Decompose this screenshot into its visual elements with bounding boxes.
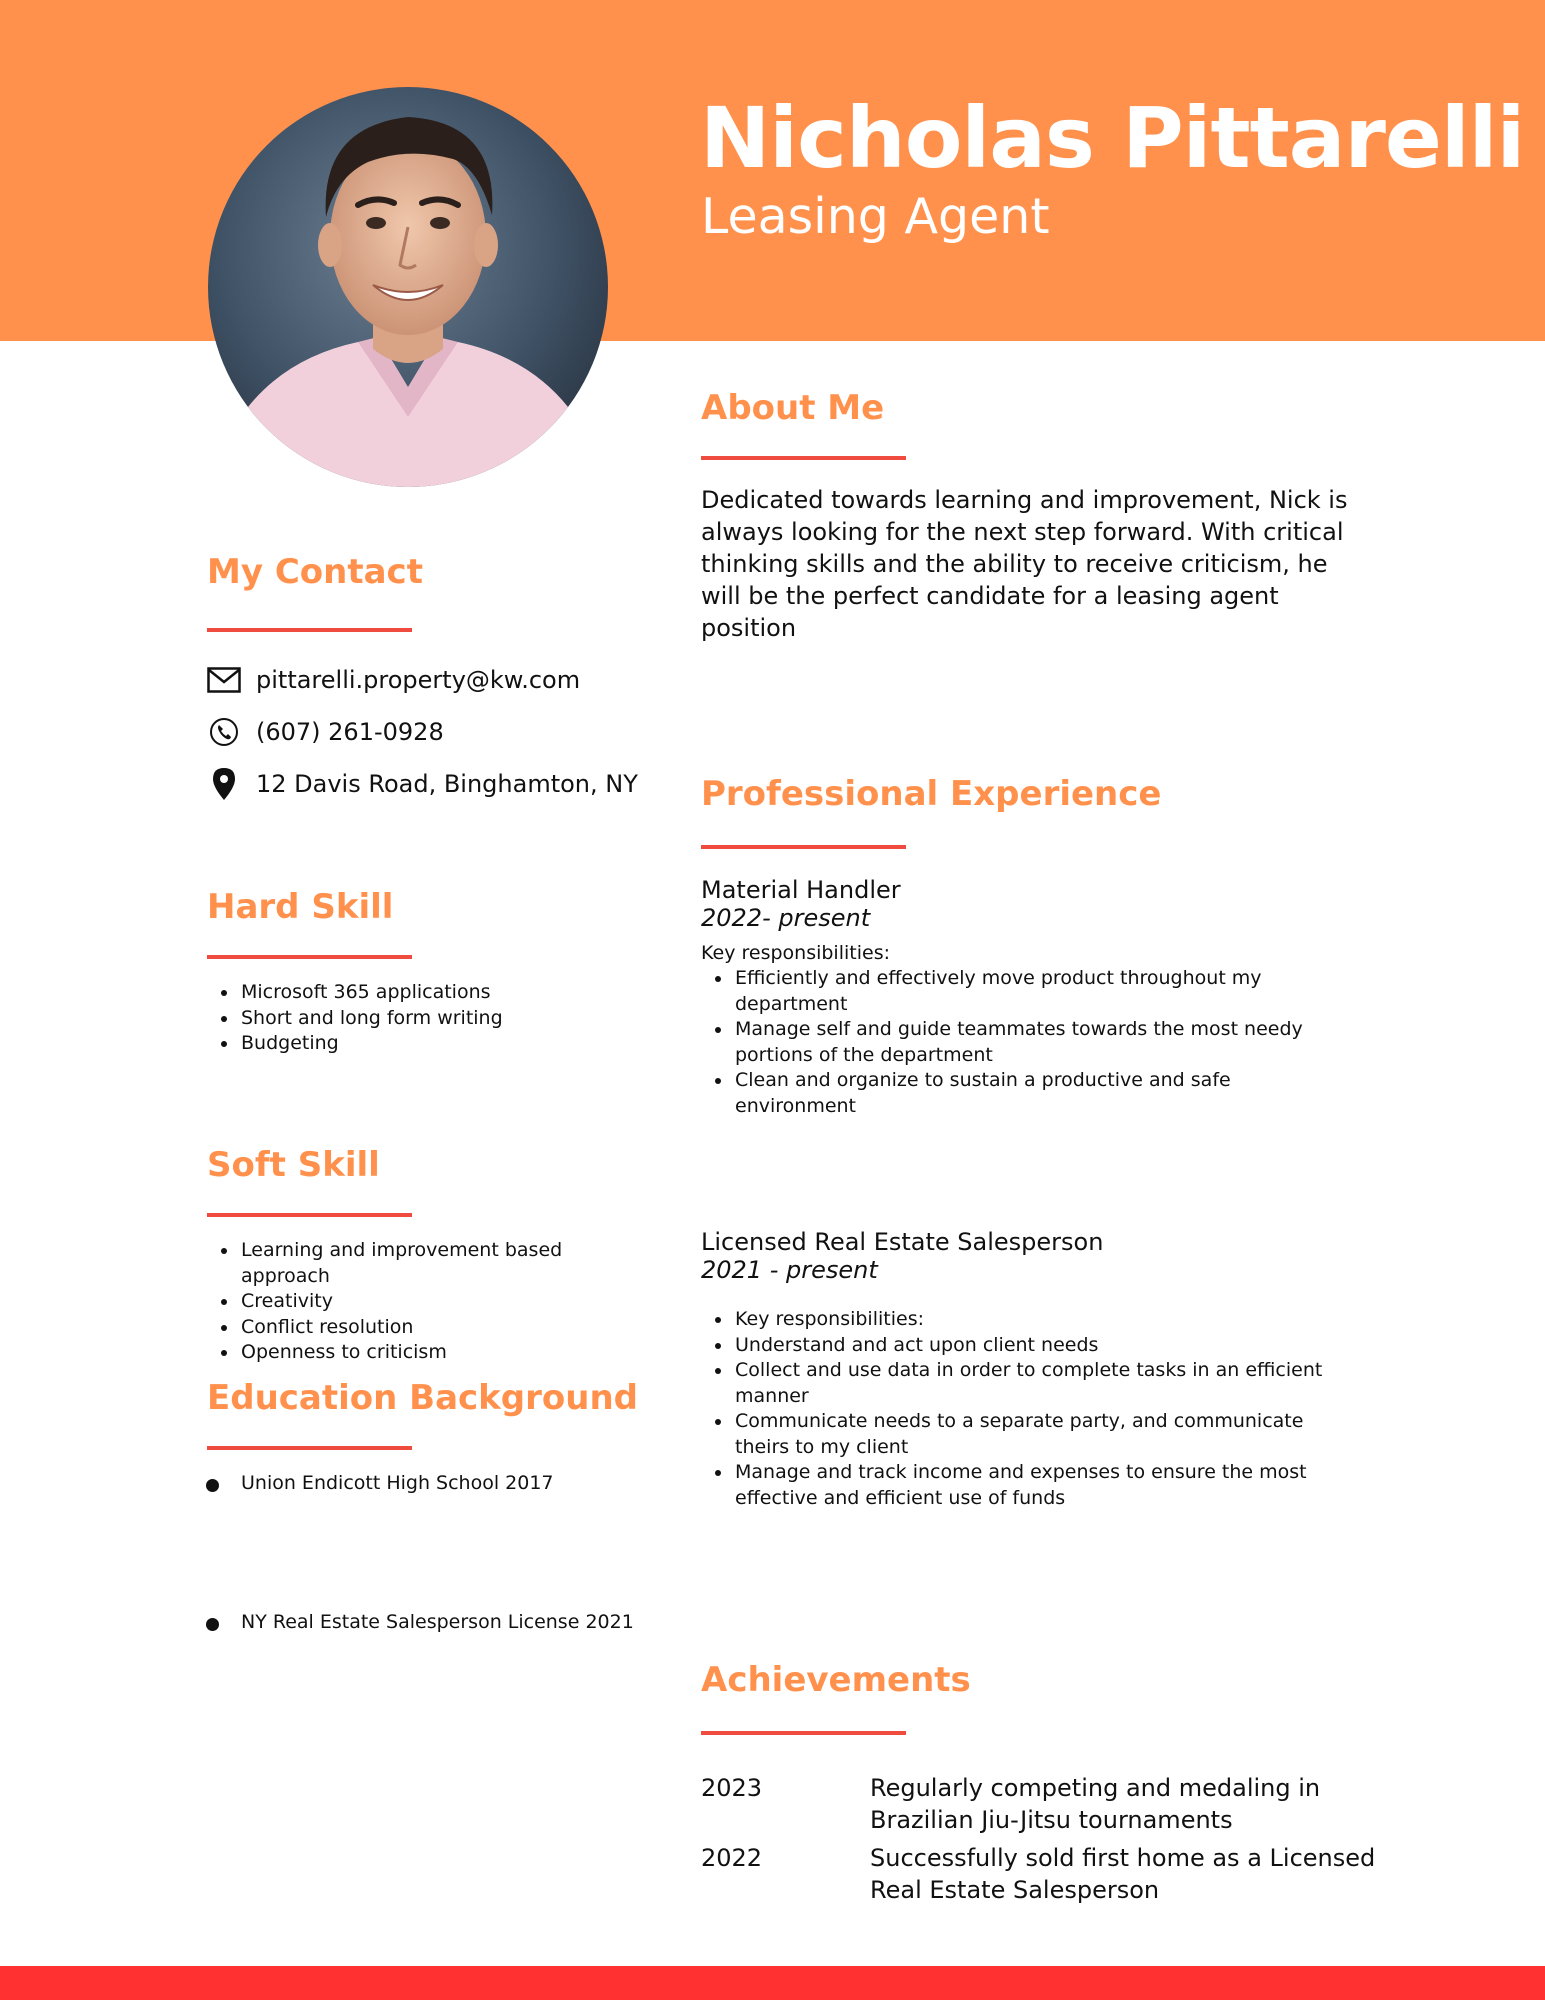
contact-heading: My Contact bbox=[207, 552, 423, 592]
bullet-dot-icon bbox=[206, 1479, 219, 1492]
phone-icon bbox=[206, 714, 242, 750]
job-date: 2022- present bbox=[701, 904, 871, 932]
job-intro: Key responsibilities: bbox=[701, 942, 890, 964]
list-item: • Learning and improvement based approach bbox=[239, 1238, 619, 1289]
job-role: Licensed Real Estate Salesperson bbox=[701, 1228, 1104, 1256]
education-item bbox=[206, 1611, 634, 1633]
list-item: • Creativity bbox=[239, 1289, 619, 1315]
education-heading: Education Background bbox=[207, 1378, 639, 1418]
achievement-text: Successfully sold first home as a Licensed Real Estate Salesperson bbox=[870, 1844, 1376, 1904]
education-item-text: NY Real Estate Salesperson License 2021 bbox=[241, 1611, 634, 1633]
candidate-name: Nicholas Pittarelli bbox=[700, 89, 1525, 187]
hard-skill-divider bbox=[207, 955, 412, 959]
list-item: • Key responsibilities: bbox=[733, 1307, 1353, 1333]
job-bullets bbox=[701, 966, 1353, 1119]
list-item: • Short and long form writing bbox=[239, 1006, 659, 1032]
footer-band bbox=[0, 1966, 1545, 2000]
profile-photo bbox=[208, 87, 608, 487]
bullet-dot-icon bbox=[206, 1618, 219, 1631]
about-text: Dedicated towards learning and improvement, Nick is always looking for the next step forward. With critical thinking skills and the ability to receive criticism, he will be the perfect candidate for a leasing agent position bbox=[701, 486, 1348, 642]
experience-divider bbox=[701, 845, 906, 849]
contact-email[interactable] bbox=[206, 662, 580, 698]
experience-heading: Professional Experience bbox=[701, 774, 1162, 814]
list-item: • Manage self and guide teammates towards the most needy portions of the department bbox=[733, 1017, 1353, 1068]
job-role: Material Handler bbox=[701, 876, 901, 904]
education-divider bbox=[207, 1446, 412, 1450]
education-item bbox=[206, 1472, 554, 1494]
list-item: • Efficiently and effectively move product throughout my department bbox=[733, 966, 1353, 1017]
contact-address bbox=[206, 766, 638, 802]
job-title: Leasing Agent bbox=[701, 188, 1050, 245]
achievement-year: 2022 bbox=[701, 1844, 763, 1872]
contact-divider bbox=[207, 628, 412, 632]
achievement-text: Regularly competing and medaling in Brazilian Jiu-Jitsu tournaments bbox=[870, 1774, 1321, 1834]
list-item: • Communicate needs to a separate party, and communicate theirs to my client bbox=[733, 1409, 1353, 1460]
list-item: • Openness to criticism bbox=[239, 1340, 619, 1366]
portrait-image bbox=[208, 87, 608, 487]
location-pin-icon bbox=[206, 766, 242, 802]
list-item: • Collect and use data in order to complete tasks in an efficient manner bbox=[733, 1358, 1353, 1409]
achievements-divider bbox=[701, 1731, 906, 1735]
list-item: • Budgeting bbox=[239, 1031, 659, 1057]
list-item: • Manage and track income and expenses to ensure the most effective and efficient use of funds bbox=[733, 1460, 1353, 1511]
soft-skill-heading: Soft Skill bbox=[207, 1145, 380, 1185]
about-heading: About Me bbox=[701, 388, 885, 428]
contact-email-text: pittarelli.property@kw.com bbox=[256, 666, 581, 694]
education-item-text: Union Endicott High School 2017 bbox=[241, 1472, 554, 1494]
hard-skill-list bbox=[207, 980, 659, 1057]
soft-skill-divider bbox=[207, 1213, 412, 1217]
contact-phone[interactable] bbox=[206, 714, 444, 750]
list-item: • Understand and act upon client needs bbox=[733, 1333, 1353, 1359]
list-item: • Microsoft 365 applications bbox=[239, 980, 659, 1006]
achievement-year: 2023 bbox=[701, 1774, 763, 1802]
envelope-icon bbox=[206, 662, 242, 698]
soft-skill-list bbox=[207, 1238, 619, 1366]
about-divider bbox=[701, 456, 906, 460]
contact-address-text: 12 Davis Road, Binghamton, NY bbox=[256, 770, 638, 798]
job-bullets bbox=[701, 1307, 1353, 1511]
hard-skill-heading: Hard Skill bbox=[207, 887, 394, 927]
achievements-heading: Achievements bbox=[701, 1660, 971, 1700]
list-item: • Conflict resolution bbox=[239, 1315, 619, 1341]
job-date: 2021 - present bbox=[701, 1256, 878, 1284]
contact-phone-text: (607) 261-0928 bbox=[256, 718, 444, 746]
list-item: • Clean and organize to sustain a productive and safe environment bbox=[733, 1068, 1353, 1119]
